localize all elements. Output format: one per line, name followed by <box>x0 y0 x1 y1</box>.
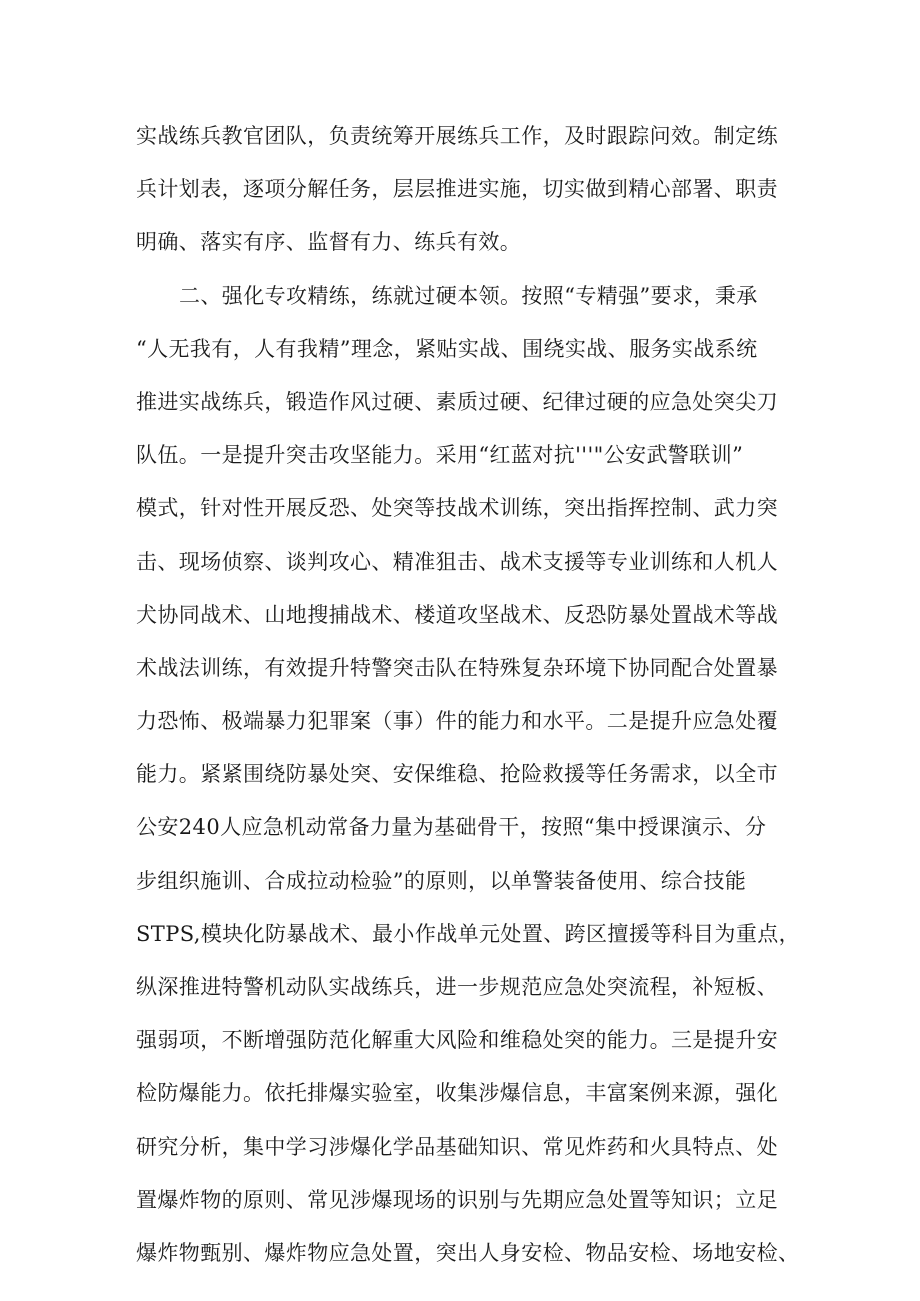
text-line: 研究分析，集中学习涉爆化学品基础知识、常见炸药和火具特点、处 <box>136 1134 778 1159</box>
text-line: 犬协同战术、山地搜捕战术、楼道攻坚战术、反恐防暴处置战术等战 <box>136 602 778 627</box>
text-line: 纵深推进特警机动队实战练兵，进一步规范应急处突流程，补短板、 <box>136 975 778 999</box>
text-line: 检防爆能力。依托排爆实验室，收集涉爆信息，丰富案例来源，强化 <box>136 1081 778 1106</box>
text-line: 实战练兵教官团队，负责统筹开展练兵工作，及时跟踪问效。制定练 <box>136 124 778 148</box>
text-line: 强弱项，不断增强防范化解重大风险和维稳处突的能力。三是提升安 <box>136 1028 778 1053</box>
body-text <box>136 110 801 1280</box>
text-line: 力恐怖、极端暴力犯罪案（事）件的能力和水平。二是提升应急处覆 <box>136 709 778 734</box>
text-line: 能力。紧紧围绕防暴处突、安保维稳、抢险救援等任务需求，以全市 <box>136 762 778 787</box>
text-line: STPS,模块化防暴战术、最小作战单元处置、跨区擅援等科目为重点， <box>136 921 801 946</box>
paragraph-heading-line: 二、强化专攻精练，练就过硬本领。按照“专精强”要求，秉承 <box>179 283 758 308</box>
text-line: 模式，针对性开展反恐、处突等技战术训练，突出指挥控制、武力突 <box>136 496 778 521</box>
text-line: 明确、落实有序、监督有力、练兵有效。 <box>136 230 522 255</box>
text-line: 队伍。一是提升突击攻坚能力。采用“红蓝对抗'''"公安武警联训” <box>136 443 744 468</box>
text-line: 术战法训练，有效提升特警突击队在特殊复杂环境下协同配合处置暴 <box>136 655 778 680</box>
text-line: 击、现场侦察、谈判攻心、精准狙击、战术支援等专业训练和人机人 <box>136 549 778 574</box>
text-line: 置爆炸物的原则、常见涉爆现场的识别与先期应急处置等知识；立足 <box>136 1187 778 1212</box>
text-line: 公安240人应急机动常备力量为基础骨干，按照“集中授课演示、分 <box>136 815 767 840</box>
text-line: 兵计划表，逐项分解任务，层层推进实施，切实做到精心部署、职责 <box>136 177 778 202</box>
text-line: 爆炸物甄别、爆炸物应急处置，突出人身安检、物品安检、场地安检、 <box>136 1240 800 1265</box>
text-line: “人无我有，人有我精”理念，紧贴实战、围绕实战、服务实战系统 <box>136 336 758 361</box>
text-line: 步组织施训、合成拉动检验”的原则，以单警装备使用、综合技能 <box>136 868 747 893</box>
text-line: 推进实战练兵，锻造作风过硬、素质过硬、纪律过硬的应急处突尖刀 <box>136 389 778 414</box>
